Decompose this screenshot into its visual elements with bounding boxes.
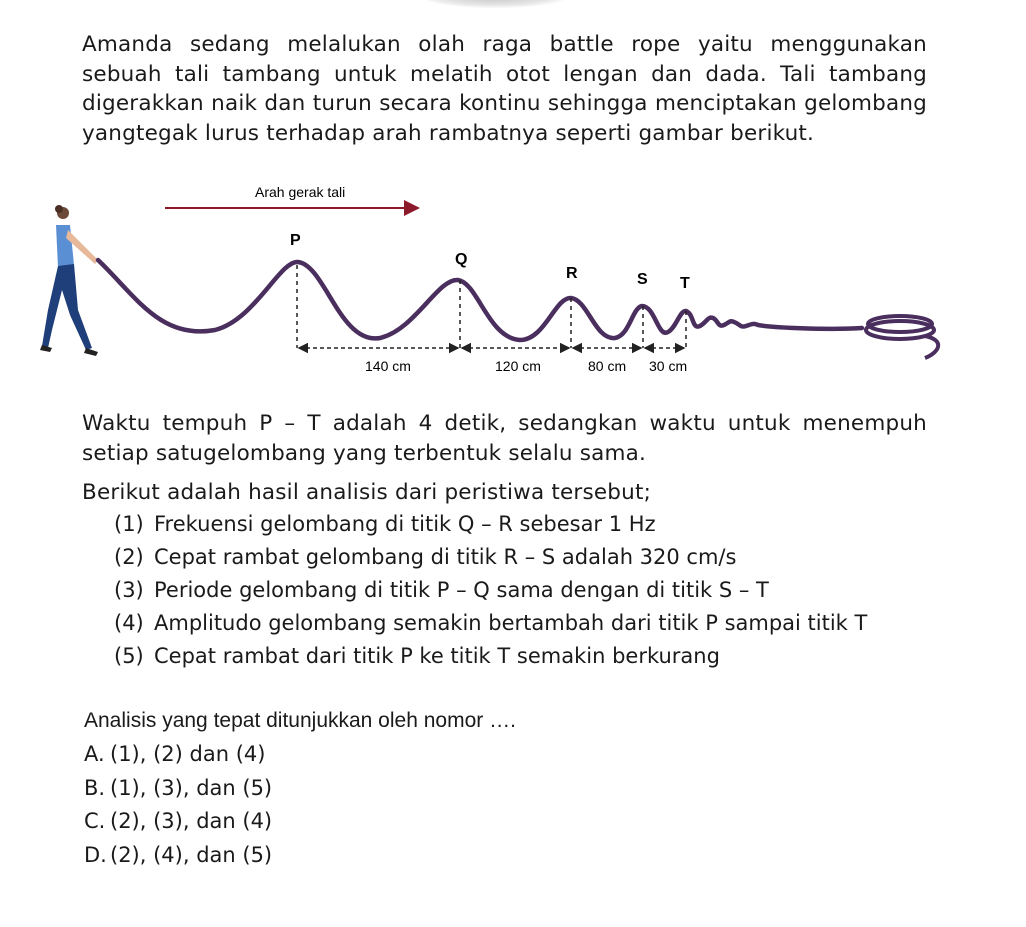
rope-anchor-coil bbox=[866, 316, 938, 358]
answer-options bbox=[84, 738, 272, 872]
question-text: Analisis yang tepat ditunjukkan oleh nomor …. bbox=[84, 709, 516, 732]
statement-item: (5) Cepat rambat dari titik P ke titik T semakin berkurang bbox=[114, 644, 720, 668]
point-label-s: S bbox=[637, 271, 648, 288]
statement-item: (2) Cepat rambat gelombang di titik R – S adalah 320 cm/s bbox=[114, 545, 737, 569]
condition-paragraph: Waktu tempuh P – T adalah 4 detik, sedangkan waktu untuk menempuh setiap satugelombang yang terbentuk selalu sama. bbox=[82, 411, 927, 466]
option-b[interactable]: B. (1), (3), dan (5) bbox=[84, 775, 273, 800]
battle-rope-figure bbox=[40, 180, 1000, 390]
point-label-r: R bbox=[566, 265, 578, 282]
analysis-intro: Berikut adalah hasil analisis dari peristiwa tersebut; bbox=[82, 480, 652, 505]
option-d[interactable]: D. (2), (4), dan (5) bbox=[84, 842, 273, 867]
statement-item: (1) Frekuensi gelombang di titik Q – R sebesar 1 Hz bbox=[114, 512, 656, 536]
point-label-t: T bbox=[680, 275, 690, 292]
intro-paragraph: Amanda sedang melalukan olah raga battle rope yaitu menggunakan sebuah tali tambang untuk melatih otot lengan dan dada. Tali tambang digerakkan naik dan turun secara kontinu sehingga menciptakan gelombang yangtegak lurus terhadap arah rambatnya seperti gambar berikut. bbox=[82, 32, 927, 146]
direction-label: Arah gerak tali bbox=[255, 184, 346, 200]
point-label-p: P bbox=[290, 232, 301, 249]
option-c[interactable]: C. (2), (3), dan (4) bbox=[84, 809, 273, 833]
top-shadow-decoration bbox=[420, 0, 570, 8]
distance-label-st: 30 cm bbox=[649, 358, 688, 374]
statement-item: (3) Periode gelombang di titik P – Q sama dengan di titik S – T bbox=[114, 578, 769, 602]
point-label-q: Q bbox=[455, 251, 468, 268]
statement-item: (4) Amplitudo gelombang semakin bertambah dari titik P sampai titik T bbox=[114, 611, 868, 635]
distance-label-qr: 120 cm bbox=[495, 358, 541, 374]
point-markers bbox=[297, 265, 686, 348]
statement-list bbox=[114, 508, 867, 673]
distance-label-pq: 140 cm bbox=[365, 358, 411, 374]
distance-label-rs: 80 cm bbox=[588, 358, 627, 374]
option-a[interactable]: A. (1), (2) dan (4) bbox=[84, 742, 266, 766]
rope-wave bbox=[98, 260, 862, 340]
person-figure bbox=[40, 205, 98, 356]
